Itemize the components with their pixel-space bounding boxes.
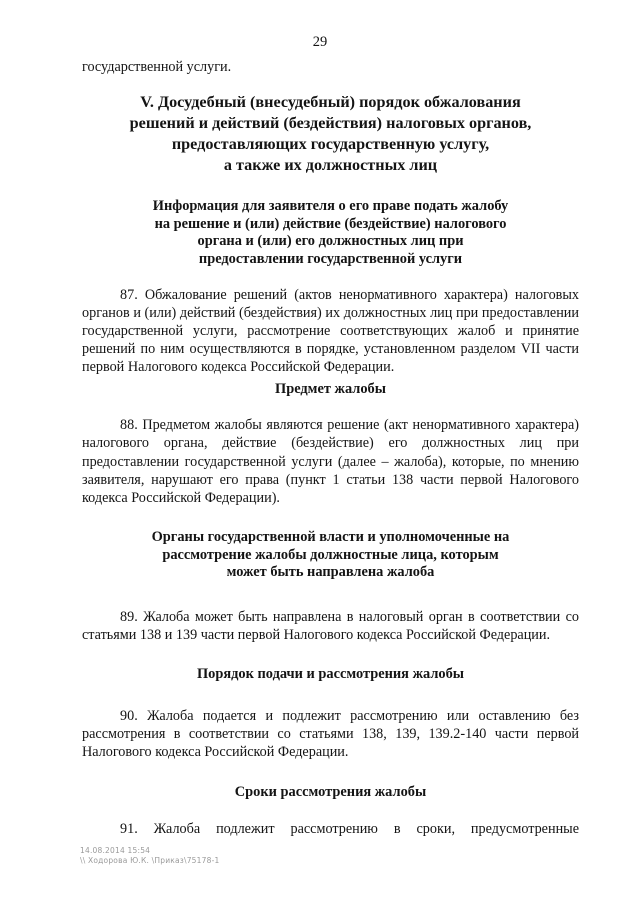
section-title-line: Информация для заявителя о его праве подать жалобу bbox=[152, 198, 509, 215]
chapter-title-line: а также их должностных лиц bbox=[223, 156, 438, 175]
chapter-title-line: предоставляющих государственную услугу, bbox=[171, 135, 490, 154]
section-title-procedure bbox=[82, 666, 579, 684]
section-title-subject bbox=[82, 381, 579, 399]
section-title-line: Органы государственной власти и уполномоченные на bbox=[151, 529, 510, 546]
section-title-line: Сроки рассмотрения жалобы bbox=[234, 783, 427, 800]
section-title-line: может быть направлена жалоба bbox=[226, 564, 435, 581]
paragraph-89: 89. Жалоба может быть направлена в налоговый орган в соответствии со статьями 138 и 139 части первой Налогового кодекса Российской Федерации. bbox=[82, 608, 579, 644]
continuation-text: государственной услуги. bbox=[82, 59, 232, 75]
section-title-line: Порядок подачи и рассмотрения жалобы bbox=[196, 666, 465, 683]
section-title-organs bbox=[82, 529, 579, 582]
section-title-terms bbox=[82, 784, 579, 802]
paragraph-91: 91. Жалоба подлежит рассмотрению в сроки, предусмотренные bbox=[120, 821, 579, 838]
chapter-title-line: решений и действий (бездействия) налоговых органов, bbox=[129, 114, 532, 133]
section-title-line: на решение и (или) действие (бездействие) налогового bbox=[154, 215, 507, 232]
section-title-info bbox=[82, 198, 579, 268]
stamp-line: \\ Ходорова Ю.К. \Приказ\75178-1 bbox=[80, 856, 220, 865]
section-title-line: рассмотрение жалобы должностные лица, которым bbox=[162, 546, 499, 563]
section-title-line: Предмет жалобы bbox=[275, 380, 386, 397]
paragraph-87: 87. Обжалование решений (актов ненормативного характера) налоговых органов и (или) действий (бездействия) их должностных лиц при предоставлении государственной услуги, рассмотрение соответствующих жалоб и принятие решений по ним осуществляются в порядке, установленном разделом VII части первой Налогового кодекса Российской Федерации. bbox=[82, 286, 579, 376]
paragraph-90: 90. Жалоба подается и подлежит рассмотрению или оставлению без рассмотрения в соответствии со статьями 138, 139, 139.2-140 части первой Налогового кодекса Российской Федерации. bbox=[82, 707, 579, 761]
document-stamp bbox=[80, 846, 219, 866]
chapter-title-line: V. Досудебный (внесудебный) порядок обжалования bbox=[140, 93, 521, 112]
page-content bbox=[82, 58, 579, 838]
stamp-line: 14.08.2014 15:54 bbox=[80, 846, 151, 855]
section-title-line: органа и (или) его должностных лиц при bbox=[197, 233, 464, 250]
chapter-title bbox=[82, 92, 579, 176]
page-number: 29 bbox=[312, 34, 328, 50]
paragraph-88: 88. Предметом жалобы являются решение (акт ненормативного характера) налогового органа, действие (бездействие) его должностных лиц при предоставлении государственной услуги (далее – жалоба), которые, по мнению заявителя, нарушают его права (пункт 1 статьи 138 части первой Налогового кодекса Российской Федерации). bbox=[82, 417, 579, 506]
section-title-line: предоставлении государственной услуги bbox=[198, 250, 463, 267]
